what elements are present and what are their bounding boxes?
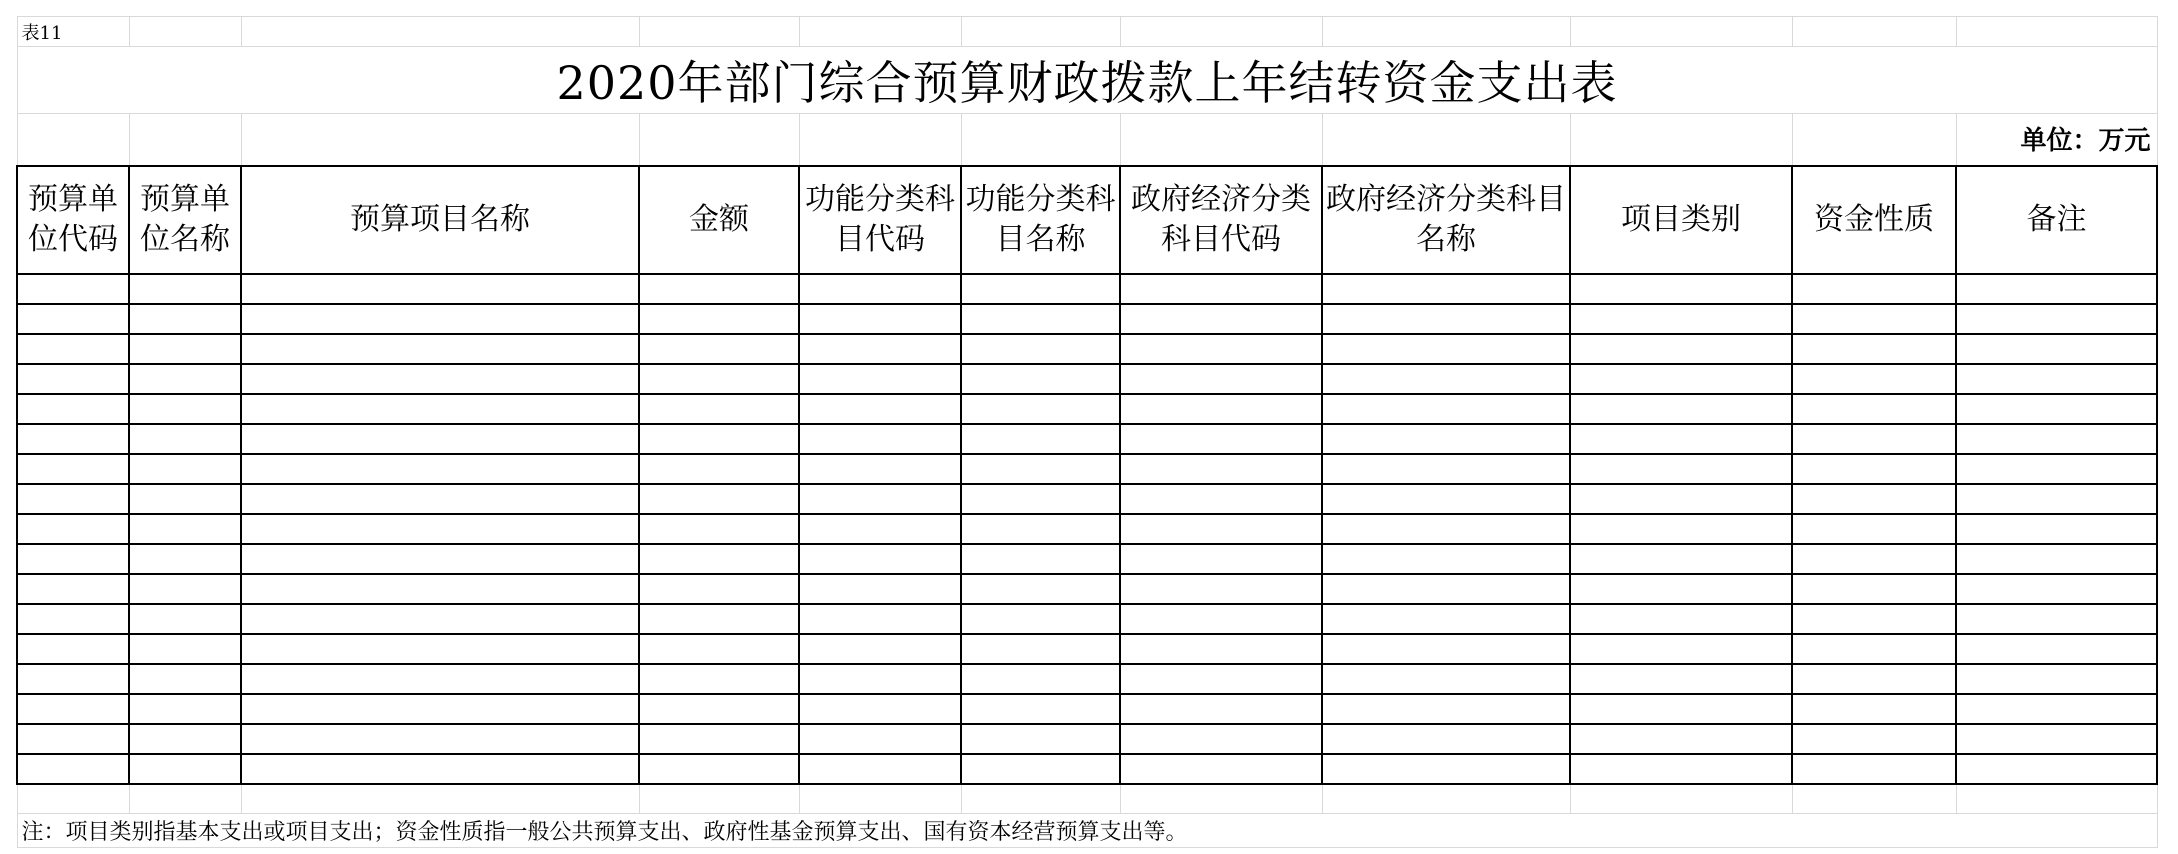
data-cell[interactable]: [1120, 394, 1322, 424]
cell[interactable]: [1792, 114, 1956, 166]
data-cell[interactable]: [1792, 694, 1956, 724]
data-cell[interactable]: [1956, 574, 2157, 604]
data-cell[interactable]: [1120, 274, 1322, 304]
data-cell[interactable]: [799, 364, 961, 394]
header-economic-code: 政府经济分类科目代码: [1120, 166, 1322, 274]
data-cell[interactable]: [1792, 544, 1956, 574]
data-cell[interactable]: [241, 304, 639, 334]
data-cell[interactable]: [1322, 694, 1570, 724]
data-cell[interactable]: [241, 754, 639, 784]
data-cell[interactable]: [241, 364, 639, 394]
data-cell[interactable]: [639, 604, 799, 634]
table-row: [17, 334, 2157, 364]
data-cell[interactable]: [1570, 754, 1792, 784]
data-cell[interactable]: [961, 544, 1120, 574]
data-cell[interactable]: [1322, 574, 1570, 604]
data-cell[interactable]: [639, 274, 799, 304]
data-cell[interactable]: [1570, 604, 1792, 634]
spacer-row: [17, 784, 2157, 814]
data-cell[interactable]: [17, 634, 129, 664]
data-cell[interactable]: [1120, 574, 1322, 604]
data-cell[interactable]: [241, 394, 639, 424]
header-budget-project-name: 预算项目名称: [241, 166, 639, 274]
data-cell[interactable]: [17, 754, 129, 784]
data-cell[interactable]: [1570, 424, 1792, 454]
data-cell[interactable]: [1570, 394, 1792, 424]
data-cell[interactable]: [1322, 364, 1570, 394]
data-cell[interactable]: [1322, 634, 1570, 664]
data-cell[interactable]: [1956, 604, 2157, 634]
cell[interactable]: [1956, 784, 2157, 814]
data-cell[interactable]: [1120, 514, 1322, 544]
data-cell[interactable]: [1570, 574, 1792, 604]
cell[interactable]: [799, 784, 961, 814]
data-cell[interactable]: [129, 274, 241, 304]
data-cell[interactable]: [1792, 364, 1956, 394]
data-cell[interactable]: [639, 334, 799, 364]
data-cell[interactable]: [1322, 754, 1570, 784]
data-cell[interactable]: [1570, 664, 1792, 694]
data-cell[interactable]: [1956, 694, 2157, 724]
data-cell[interactable]: [17, 274, 129, 304]
data-cell[interactable]: [129, 694, 241, 724]
data-cell[interactable]: [1956, 544, 2157, 574]
data-cell[interactable]: [639, 664, 799, 694]
header-remarks: 备注: [1956, 166, 2157, 274]
data-cell[interactable]: [1792, 754, 1956, 784]
cell[interactable]: [129, 114, 241, 166]
cell[interactable]: [1322, 17, 1570, 47]
table-row: [17, 694, 2157, 724]
data-cell[interactable]: [799, 574, 961, 604]
data-cell[interactable]: [241, 484, 639, 514]
data-cell[interactable]: [1570, 364, 1792, 394]
data-cell[interactable]: [1120, 544, 1322, 574]
header-project-category: 项目类别: [1570, 166, 1792, 274]
data-cell[interactable]: [1120, 334, 1322, 364]
cell[interactable]: [639, 114, 799, 166]
data-cell[interactable]: [17, 334, 129, 364]
data-cell[interactable]: [799, 424, 961, 454]
data-cell[interactable]: [639, 694, 799, 724]
data-cell[interactable]: [1570, 694, 1792, 724]
data-cell[interactable]: [17, 514, 129, 544]
cell[interactable]: [1322, 114, 1570, 166]
table-row: [17, 634, 2157, 664]
data-cell[interactable]: [961, 454, 1120, 484]
data-cell[interactable]: [129, 724, 241, 754]
data-cell[interactable]: [1792, 304, 1956, 334]
data-cell[interactable]: [1792, 604, 1956, 634]
data-cell[interactable]: [17, 664, 129, 694]
data-cell[interactable]: [639, 544, 799, 574]
data-cell[interactable]: [241, 634, 639, 664]
data-cell[interactable]: [1570, 514, 1792, 544]
data-cell[interactable]: [1792, 334, 1956, 364]
unit-row: [17, 114, 2157, 166]
data-cell[interactable]: [129, 484, 241, 514]
data-cell[interactable]: [639, 754, 799, 784]
data-cell[interactable]: [639, 424, 799, 454]
data-cell[interactable]: [1792, 574, 1956, 604]
data-cell[interactable]: [129, 304, 241, 334]
table-row: [17, 604, 2157, 634]
data-cell[interactable]: [1792, 454, 1956, 484]
data-cell[interactable]: [241, 604, 639, 634]
table-row: [17, 574, 2157, 604]
data-cell[interactable]: [639, 394, 799, 424]
data-cell[interactable]: [1120, 304, 1322, 334]
table-row: [17, 484, 2157, 514]
cell[interactable]: [1956, 17, 2157, 47]
data-cell[interactable]: [17, 724, 129, 754]
data-cell[interactable]: [17, 454, 129, 484]
data-cell[interactable]: [961, 484, 1120, 514]
data-cell[interactable]: [799, 484, 961, 514]
note-row: [17, 814, 2157, 848]
table-label: 表11: [17, 17, 129, 47]
cell[interactable]: [241, 784, 639, 814]
data-cell[interactable]: [17, 394, 129, 424]
data-cell[interactable]: [1570, 274, 1792, 304]
data-cell[interactable]: [1792, 274, 1956, 304]
data-cell[interactable]: [799, 304, 961, 334]
data-cell[interactable]: [129, 574, 241, 604]
data-cell[interactable]: [961, 574, 1120, 604]
data-cell[interactable]: [1956, 514, 2157, 544]
data-cell[interactable]: [1120, 454, 1322, 484]
data-cell[interactable]: [1322, 724, 1570, 754]
cell[interactable]: [639, 17, 799, 47]
data-cell[interactable]: [1322, 484, 1570, 514]
table-row: [17, 514, 2157, 544]
data-cell[interactable]: [961, 694, 1120, 724]
data-cell[interactable]: [639, 634, 799, 664]
data-cell[interactable]: [799, 604, 961, 634]
cell[interactable]: [241, 17, 639, 47]
data-cell[interactable]: [1792, 634, 1956, 664]
footnote: 注：项目类别指基本支出或项目支出；资金性质指一般公共预算支出、政府性基金预算支出、国有资本经营预算支出等。: [17, 814, 2157, 848]
spreadsheet: [16, 16, 2158, 848]
data-cell[interactable]: [799, 514, 961, 544]
data-cell[interactable]: [1322, 514, 1570, 544]
data-cell[interactable]: [1570, 334, 1792, 364]
data-cell[interactable]: [639, 514, 799, 544]
data-cell[interactable]: [17, 604, 129, 634]
data-cell[interactable]: [639, 724, 799, 754]
data-cell[interactable]: [799, 544, 961, 574]
data-cell[interactable]: [1792, 664, 1956, 694]
data-cell[interactable]: [1956, 334, 2157, 364]
data-cell[interactable]: [639, 574, 799, 604]
table-row: [17, 544, 2157, 574]
data-cell[interactable]: [961, 274, 1120, 304]
data-cell[interactable]: [799, 664, 961, 694]
data-cell[interactable]: [1956, 394, 2157, 424]
data-cell[interactable]: [1956, 664, 2157, 694]
data-cell[interactable]: [1792, 394, 1956, 424]
data-cell[interactable]: [17, 544, 129, 574]
data-cell[interactable]: [1570, 724, 1792, 754]
data-cell[interactable]: [241, 694, 639, 724]
data-cell[interactable]: [961, 364, 1120, 394]
table-body: [17, 17, 2157, 848]
data-cell[interactable]: [799, 754, 961, 784]
data-cell[interactable]: [241, 274, 639, 304]
cell[interactable]: [1322, 784, 1570, 814]
cell[interactable]: [799, 17, 961, 47]
data-cell[interactable]: [799, 394, 961, 424]
cell[interactable]: [17, 784, 129, 814]
data-cell[interactable]: [1570, 544, 1792, 574]
data-cell[interactable]: [129, 424, 241, 454]
data-cell[interactable]: [799, 724, 961, 754]
data-cell[interactable]: [1570, 484, 1792, 514]
data-cell[interactable]: [1956, 754, 2157, 784]
data-cell[interactable]: [241, 664, 639, 694]
data-cell[interactable]: [961, 334, 1120, 364]
data-cell[interactable]: [799, 274, 961, 304]
cell[interactable]: [639, 784, 799, 814]
data-cell[interactable]: [799, 334, 961, 364]
data-cell[interactable]: [1120, 364, 1322, 394]
table-row: [17, 424, 2157, 454]
data-cell[interactable]: [1120, 754, 1322, 784]
data-cell[interactable]: [1322, 604, 1570, 634]
unit-label: 单位：万元: [1956, 114, 2157, 166]
header-amount: 金额: [639, 166, 799, 274]
data-cell[interactable]: [17, 574, 129, 604]
table-row: [17, 394, 2157, 424]
data-cell[interactable]: [639, 484, 799, 514]
header-function-code: 功能分类科目代码: [799, 166, 961, 274]
data-cell[interactable]: [799, 694, 961, 724]
header-economic-name: 政府经济分类科目名称: [1322, 166, 1570, 274]
cell[interactable]: [1570, 784, 1792, 814]
table-row: [17, 364, 2157, 394]
data-cell[interactable]: [1570, 454, 1792, 484]
data-cell[interactable]: [129, 364, 241, 394]
data-cell[interactable]: [1792, 424, 1956, 454]
header-budget-unit-name: 预算单位名称: [129, 166, 241, 274]
data-cell[interactable]: [961, 304, 1120, 334]
data-cell[interactable]: [1956, 364, 2157, 394]
data-cell[interactable]: [1322, 544, 1570, 574]
data-cell[interactable]: [1322, 304, 1570, 334]
data-cell[interactable]: [129, 454, 241, 484]
header-fund-nature: 资金性质: [1792, 166, 1956, 274]
data-cell[interactable]: [129, 664, 241, 694]
data-cell[interactable]: [799, 454, 961, 484]
data-cell[interactable]: [129, 394, 241, 424]
data-cell[interactable]: [241, 514, 639, 544]
data-cell[interactable]: [129, 754, 241, 784]
cell[interactable]: [1570, 114, 1792, 166]
data-cell[interactable]: [1956, 454, 2157, 484]
cell[interactable]: [961, 114, 1120, 166]
header-budget-unit-code: 预算单位代码: [17, 166, 129, 274]
data-cell[interactable]: [1322, 664, 1570, 694]
data-cell[interactable]: [961, 664, 1120, 694]
data-cell[interactable]: [1956, 274, 2157, 304]
table-row: [17, 724, 2157, 754]
data-cell[interactable]: [129, 544, 241, 574]
data-cell[interactable]: [639, 364, 799, 394]
title-row: [17, 47, 2157, 114]
cell[interactable]: [1120, 17, 1322, 47]
data-cell[interactable]: [1570, 634, 1792, 664]
data-cell[interactable]: [1120, 694, 1322, 724]
table-row: [17, 754, 2157, 784]
data-cell[interactable]: [1120, 604, 1322, 634]
data-cell[interactable]: [1322, 454, 1570, 484]
data-cell[interactable]: [1322, 334, 1570, 364]
data-cell[interactable]: [129, 334, 241, 364]
label-row: [17, 17, 2157, 47]
data-cell[interactable]: [1792, 514, 1956, 544]
table-row: [17, 274, 2157, 304]
data-cell[interactable]: [961, 724, 1120, 754]
table-row: [17, 664, 2157, 694]
cell[interactable]: [1570, 17, 1792, 47]
data-cell[interactable]: [241, 334, 639, 364]
header-function-name: 功能分类科目名称: [961, 166, 1120, 274]
data-cell[interactable]: [1120, 634, 1322, 664]
cell[interactable]: [129, 784, 241, 814]
data-cell[interactable]: [1792, 484, 1956, 514]
data-cell[interactable]: [1956, 634, 2157, 664]
cell[interactable]: [799, 114, 961, 166]
data-cell[interactable]: [1120, 724, 1322, 754]
data-cell[interactable]: [1322, 394, 1570, 424]
data-cell[interactable]: [1956, 484, 2157, 514]
cell[interactable]: [961, 17, 1120, 47]
data-cell[interactable]: [639, 454, 799, 484]
cell[interactable]: [129, 17, 241, 47]
data-cell[interactable]: [961, 634, 1120, 664]
data-cell[interactable]: [241, 724, 639, 754]
data-cell[interactable]: [241, 544, 639, 574]
data-cell[interactable]: [1570, 304, 1792, 334]
data-cell[interactable]: [17, 304, 129, 334]
cell[interactable]: [1792, 17, 1956, 47]
data-cell[interactable]: [241, 424, 639, 454]
data-cell[interactable]: [1956, 304, 2157, 334]
data-cell[interactable]: [961, 394, 1120, 424]
expenditure-table: [16, 16, 2158, 848]
data-cell[interactable]: [1322, 424, 1570, 454]
page-title: 2020年部门综合预算财政拨款上年结转资金支出表: [17, 47, 2157, 114]
data-cell[interactable]: [17, 484, 129, 514]
data-cell[interactable]: [639, 304, 799, 334]
data-cell[interactable]: [1956, 724, 2157, 754]
data-cell[interactable]: [1956, 424, 2157, 454]
data-cell[interactable]: [17, 364, 129, 394]
header-row: [17, 166, 2157, 274]
data-cell[interactable]: [961, 604, 1120, 634]
data-cell[interactable]: [961, 754, 1120, 784]
cell[interactable]: [1120, 114, 1322, 166]
data-cell[interactable]: [17, 424, 129, 454]
data-cell[interactable]: [17, 694, 129, 724]
data-cell[interactable]: [961, 514, 1120, 544]
data-cell[interactable]: [129, 634, 241, 664]
data-cell[interactable]: [961, 424, 1120, 454]
data-cell[interactable]: [129, 514, 241, 544]
table-row: [17, 454, 2157, 484]
data-cell[interactable]: [241, 574, 639, 604]
cell[interactable]: [241, 114, 639, 166]
data-cell[interactable]: [1120, 424, 1322, 454]
data-cell[interactable]: [129, 604, 241, 634]
data-cell[interactable]: [1120, 664, 1322, 694]
data-cell[interactable]: [1792, 724, 1956, 754]
cell[interactable]: [1792, 784, 1956, 814]
data-cell[interactable]: [799, 634, 961, 664]
cell[interactable]: [1120, 784, 1322, 814]
data-cell[interactable]: [1120, 484, 1322, 514]
cell[interactable]: [17, 114, 129, 166]
table-row: [17, 304, 2157, 334]
cell[interactable]: [961, 784, 1120, 814]
data-cell[interactable]: [1322, 274, 1570, 304]
data-cell[interactable]: [241, 454, 639, 484]
